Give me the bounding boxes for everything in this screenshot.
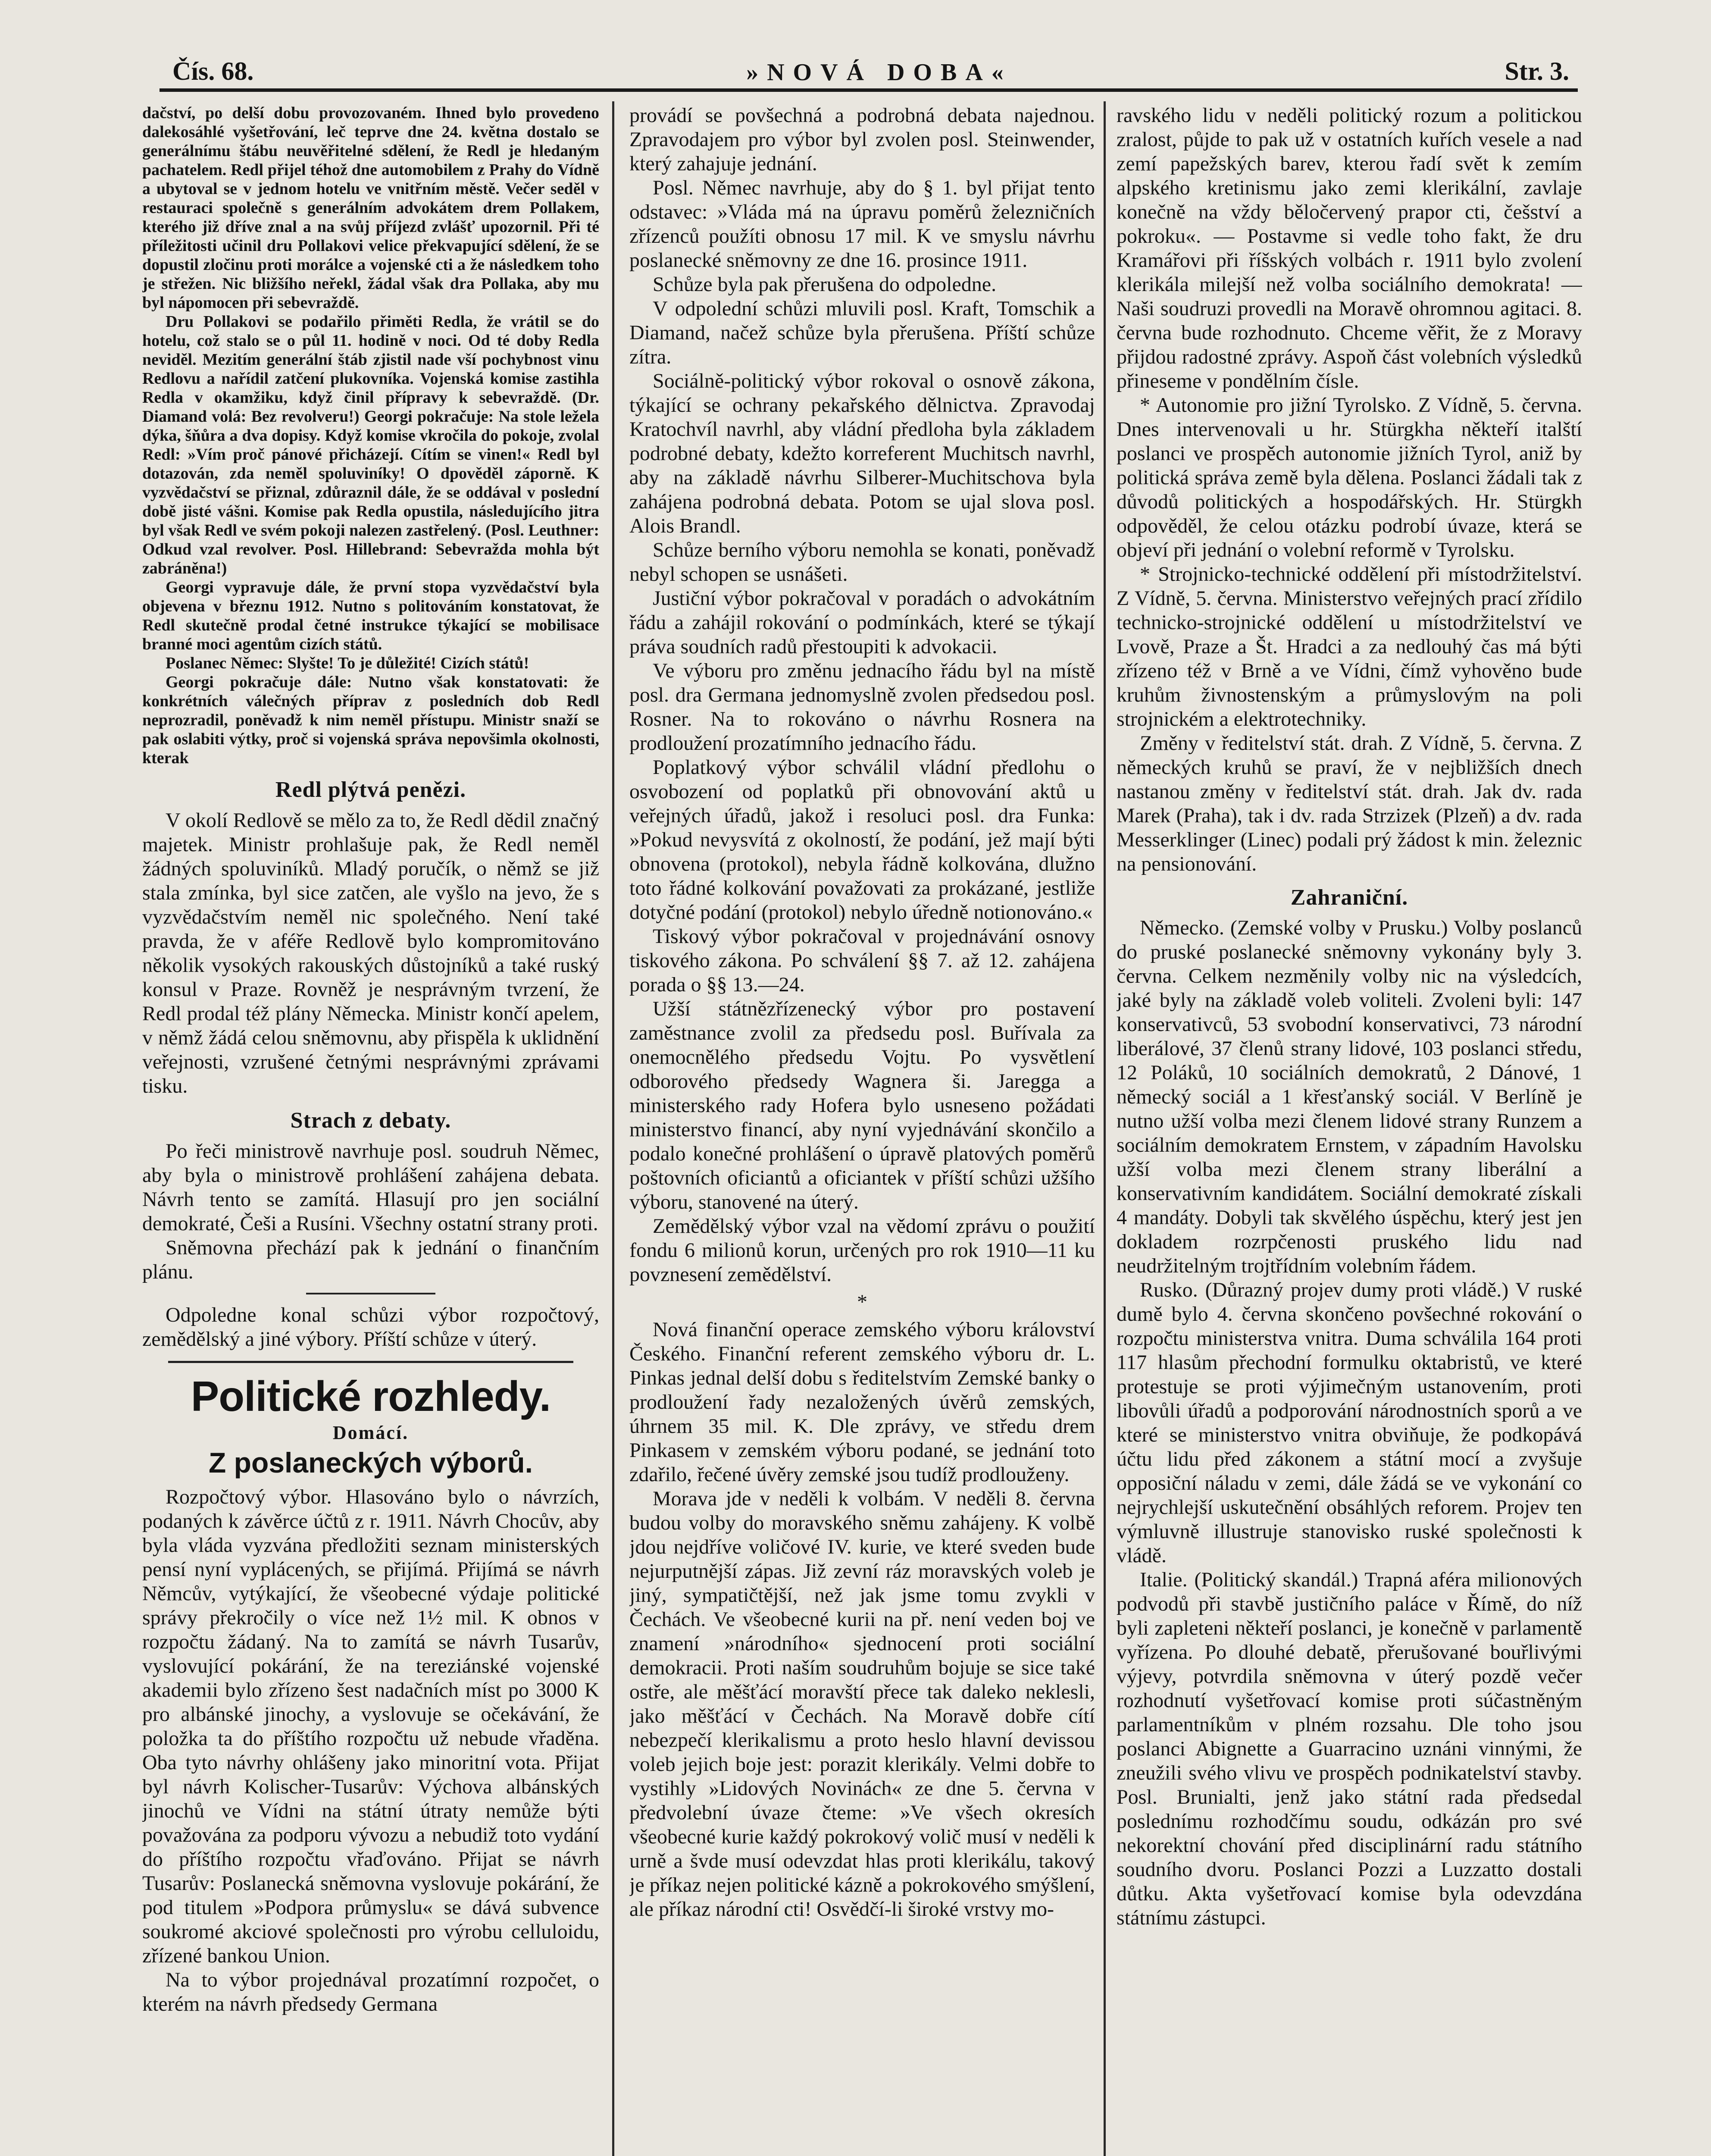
subheading: Strach z debaty. (290, 1108, 451, 1133)
section-label: Zahraniční. (1290, 885, 1408, 910)
divider (306, 1293, 435, 1294)
paragraph: Schůze berního výboru nemohla se konati, poněvadž nebyl schopen se usnášeti. (629, 539, 1095, 586)
paragraph: Dru Pollakovi se podařilo přiměti Redla, že vrátil se do hotelu, což stalo se o půl 11. hodině v noci. Od té doby Redla neviděl. Mezitím generální štáb zjistil nade vší pochybnost vinu Redlovu a nařídil zatčení plukovníka. Vojenská komise zastihla Redla v okamžiku, když činil přípravy k sebevraždě. (Dr. Diamand volá: Bez revolveru!) Georgi pokračuje: Na stole ležela dýka, šňůra a dva dopisy. Když komise vkročila do pokoje, zvolal Redl: »Vím proč pánové přicházejí. Cítím se vinen!« Redl byl dotazován, zda neměl spoluviníky! O dpověděl záporně. K vyzvědačství se přiznal, zdůraznil dále, že se oddával v poslední době jisté vášni. Komise pak Redla opustila, následujícího jitra byl však Redl ve svém pokoji nalezen zastřelený. (Posl. Leuthner: Odkud vzal revolver. Posl. Hillebrand: Sebevražda mohla být zabráněna!) (142, 313, 599, 577)
divider (168, 1361, 573, 1363)
paragraph: Nová finanční operace zemského výboru království Českého. Finanční referent zemského výboru dr. L. Pinkas jednal delší dobu s ředitelstvím Zemské banky o prodloužení řady nezaložených úvěrů zemských, úhrnem 35 mil. K. Dle zprávy, ve středu drem Pinkasem v zemském výboru podané, se jednání toto zdařilo, řečené úvěry zemské jsou tudíž prodlouženy. (629, 1318, 1095, 1486)
paragraph: V okolí Redlově se mělo za to, že Redl dědil značný majetek. Ministr prohlašuje pak, že Redl neměl žádných spoluviníků. Mladý poručík, o němž se již stala zmínka, byl sice zatčen, ale vyšlo na jevo, že s vyzvědačstvím neměl nic společného. Není také pravda, že v aféře Redlově bylo kompromitováno několik vysokých rakouských důstojníků a také ruský konsul v Praze. Rovněž je nesprávným tvrzení, že Redl prodal též plány Německa. Ministr končí apelem, v němž žádá celou sněmovnu, aby přispěla k uklidnění veřejnosti, vzrušené četnými nesprávnými zprávami tisku. (142, 809, 599, 1097)
column-1 (142, 103, 599, 2156)
paragraph: Schůze byla pak přerušena do odpoledne. (653, 273, 997, 296)
paragraph: Morava jde v neděli k volbám. V neděli 8. června budou volby do moravského sněmu zahájeny. K volbě jdou nejdříve voličové IV. kurie, ve které sveden bude nejurputnější zápas. Již zevní ráz moravských voleb je jiný, sympatičtější, než jak jsme tomu zvykli v Čechách. Ve všeobecné kurii na př. není veden boj ve znamení »národního« sjednocení proti sociální demokracii. Proti naším soudruhům bojuje se sice také ostře, ale měšťácí moravští přece tak daleko neklesli, jako měšťácí v Čechách. Na Moravě dobře cítí nebezpečí klerikalismu a proto heslo hlavní devissou voleb jejich boje jest: porazit klerikály. Velmi dobře to vystihly »Lidových Novinách« ze dne 5. června v předvolební úvaze čteme: »Ve všech okresích všeobecné kurie každý pokrokový volič musí v neděli k urně a švde musí odevzdat hlas proti klerikálu, takový je příkaz nejen politické kázně a pokrokového smýšlení, ale příkaz národní cti! Osvědčí-li široké vrstvy mo- (629, 1487, 1095, 1921)
paragraph: * Strojnicko-technické oddělení při místodržitelství. Z Vídně, 5. června. Ministerstvo veřejných prací zřídilo technicko-strojnické oddělení u místodržitelství ve Lvově, Praze a Št. Hradci a za nedlouhý čas má býti zřízeno též v Brně a ve Vídni, čímž vyhověno bude kruhům živnostenským a průmyslovým na poli strojnickém a elektrotechniky. (1117, 563, 1582, 730)
paragraph: Ve výboru pro změnu jednacího řádu byl na místě posl. dra Germana jednomyslně zvolen předsedou posl. Rosner. Na to rokováno o návrhu Rosnera na prodloužení prozatímního jednacího řádu. (629, 659, 1095, 755)
paragraph: Georgi vypravuje dále, že první stopa vyzvědačství byla objevena v březnu 1912. Nutno s politováním konstatovat, že Redl skutečně prodal četné instrukce týkající se mobilisace branné moci agentům cizích států. (142, 578, 599, 653)
page-header (172, 52, 1569, 86)
paragraph: Rusko. (Důrazný projev dumy proti vládě.) V ruské dumě bylo 4. června skončeno povšechné rokování o rozpočtu ministerstva vnitra. Duma schválila 164 proti 117 hlasům přechodní formulku oktabristů, ve které protestuje se proti výjimečným ustanovením, proti libovůli úřadů a podporování národnostních sporů a ve které se ministerstvo vnitra obviňuje, že podkopává účtu lidu před zákonem a státní mocí a zvyšuje opposiční náladu v zemi, dále žádá se ve vykonání co nejrychlejší uskutečnění obsáhlých reforem. Projev ten výmluvně illustruje stanovisko ruské společnosti k vládě. (1117, 1279, 1582, 1567)
section-separator: * (857, 1291, 867, 1313)
paragraph: Poplatkový výbor schválil vládní předlohu o osvobození od poplatků při obnovování aktů u veřejných úřadů, jakož i resoluci posl. dra Funka: »Pokud nevysvítá z okolností, že podání, jež mají býti obnovena (protokol), nebyla řádně kolkována, dlužno toto řádné kolkování považovati za prokázané, jestliže dotyčné podání (protokol) nebylo úředně notionováno.« (629, 756, 1095, 924)
paragraph: Po řeči ministrově navrhuje posl. soudruh Němec, aby byla o ministrově prohlášení zahájena debata. Návrh tento se zamítá. Hlasují pro jen sociální demokraté, Češi a Rusíni. Všechny ostatní strany proti. (142, 1140, 599, 1235)
subheading: Redl plýtvá penězi. (275, 777, 466, 802)
masthead-title: »NOVÁ DOBA« (746, 59, 1012, 86)
paragraph: Tiskový výbor pokračoval v projednávání osnovy tiskového zákona. Po schválení §§ 7. až 12. zahájena porada o §§ 13.—24. (629, 925, 1095, 996)
paragraph: Sociálně-politický výbor rokoval o osnově zákona, týkající se ochrany pekařského dělnictva. Zpravodaj Kratochvíl navrhl, aby vládní předloha byla základem podrobné debaty, kdežto korreferent Muchitsch navrhl, aby na základě návrhu Silberer-Muchitschova byla zahájena podrobná debata. Potom se ujal slova posl. Alois Brandl. (629, 370, 1095, 537)
column-divider (612, 101, 614, 2156)
paragraph: Na to výbor projednával prozatímní rozpočet, o kterém na návrh předsedy Germana (142, 1968, 599, 2015)
paragraph: Poslanec Němec: Slyšte! To je důležité! Cizích států! (166, 654, 529, 672)
paragraph: Odpoledne konal schůzi výbor rozpočtový, zemědělský a jiné výbory. Příští schůze v úterý. (142, 1304, 599, 1351)
issue-number: Čís. 68. (172, 57, 254, 85)
paragraph: Rozpočtový výbor. Hlasováno bylo o návrzích, podaných k závěrce účtů z r. 1911. Návrh Chocův, aby byla vláda vyzvána předložiti seznam ministerských pensí nyní vyplácených, se přijímá. Přijímá se návrh Němcův, vytýkající, že všeobecné výdaje politické správy překročily o více než 1½ mil. K obnos v rozpočtu žádaný. Na to zamítá se návrh Tusarův, vyslovující pokárání, že na tereziánské vojenské akademii bylo zřízeno šest nadačních míst po 3000 K pro albánské jinochy, a vyslovuje se očekávání, že položka ta do příštího rozpočtu už nebude vřaděna. Oba tyto návrhy ohlášeny jako minoritní vota. Přijat byl návrh Kolischer-Tusarův: Výchova albánských jinochů ve Vídni na státní útraty nemůže býti považována za podporu vývozu a nebudiž toto vydání do příštího rozpočtu vřaďováno. Přijat se návrh Tusarův: Poslanecká sněmovna vyslovuje pokárání, že pod titulem »Podpora průmyslu« se dává subvence soukromé akciové společnosti pro výrobu celluloidu, zřízené bankou Union. (142, 1485, 599, 1967)
section-title: Politické rozhledy. (191, 1373, 551, 1420)
paragraph: Německo. (Zemské volby v Prusku.) Volby poslanců do pruské poslanecké sněmovny vykonány byly 3. června. Celkem nezměnily volby nic na výsledcích, jaké byly na základě voleb voliteli. Zvoleni byli: 147 konservativců, 53 svobodní konservativci, 73 národní liberálové, 37 členů strany lidové, 103 poslanci středu, 12 Poláků, 10 sociálních demokratů, 2 Dánové, 1 německý sociál a 1 křesťanský sociál. V Berlíně je nutno užší volba mezi členem lidové strany Runzem a sociálním demokratem Ernstem, v západním Havolsku užší volba mezi členem strany liberální a konservativním kandidátem. Sociální demokraté získali 4 mandáty. Dobyli tak skvělého úspěchu, který jest jen dokladem rozrpčenosti pruského lidu nad neudržitelným trojtřídním volebním řádem. (1117, 916, 1582, 1277)
paragraph: provádí se povšechná a podrobná debata najednou. Zpravodajem pro výbor byl zvolen posl. Steinwender, který zahajuje jednání. (629, 104, 1095, 175)
paragraph: Justiční výbor pokračoval v poradách o advokátním řádu a zahájil rokování o podmínkách, které se týkají práva soudních radů přestoupiti k advokacii. (629, 587, 1095, 658)
section-label: Domácí. (332, 1422, 409, 1443)
column-3 (1117, 103, 1582, 2156)
paragraph: Sněmovna přechází pak k jednání o finančním plánu. (142, 1236, 599, 1283)
paragraph: ravského lidu v neděli politický rozum a politickou zralost, půjde to pak už v ostatních kuřích vesele a nad zemí papežských barev, kterou řadí svět k zemím alpského kretinismu jako zemi klerikální, zavlaje konečně na vždy běločervený prapor cti, češství a pokroku«. — Postavme si vedle toho fakt, že dru Kramářovi při říšských volbách r. 1911 bylo zvolení klerikála milejší než volba sociálního demokrata! — Naši soudruzi provedli na Moravě ohromnou agitaci. 8. června bude rozhodnuto. Chceme věřit, že z Moravy přijdou radostné zprávy. Aspoň část volebních výsledků přineseme v pondělním čísle. (1117, 104, 1582, 392)
header-rule (160, 88, 1578, 92)
paragraph: dačství, po delší dobu provozovaném. Ihned bylo provedeno dalekosáhlé vyšetřování, leč teprve dne 24. května dostalo se generálnímu štábu neuvěřitelné sdělení, že Redl je hledaným pachatelem. Redl přijel téhož dne automobilem z Prahy do Vídně a ubytoval se v jednom hotelu ve vnitřním městě. Večer seděl v restauraci společně s generálním advokátem drem Pollakem, kterého již dříve znal a na svůj příjezd zvlášť upozornil. Při té příležitosti učinil dru Pollakovi velice překvapující sdělení, že se dopustil zločinu proti morálce a vojenské cti a že následkem toho je střežen. Nic bližšího neřekl, žádal však dra Pollaka, aby mu byl nápomocen při sebevraždě. (142, 104, 599, 312)
paragraph: * Autonomie pro jižní Tyrolsko. Z Vídně, 5. června. Dnes intervenovali u hr. Stürgkha někteří italští poslanci ve prospěch autonomie jižních Tyrol, aniž by politická správa země byla dělena. Poslanci žádali tak z důvodů politických a hospodářských. Hr. Stürgkh odpověděl, že celou otázku podrobí úvaze, která se objeví při jednání o volební reformě v Tyrolsku. (1117, 394, 1582, 561)
paragraph: Georgi pokračuje dále: Nutno však konstatovati: že konkrétních válečných příprav z posledních dob Redl neprozradil, poněvadž k nim neměl přístupu. Ministr snaží se pak oslabiti výtky, proč si vojenská správa nepovšimla okolnosti, kterak (142, 673, 599, 767)
paragraph: Změny v ředitelství stát. drah. Z Vídně, 5. června. Z německých kruhů se praví, že v nejbližších dnech nastanou změny v ředitelství stát. drah. Jak dv. rada Marek (Praha), tak i dv. rada Strzizek (Plzeň) a dv. rada Messerklinger (Linec) podali prý žádost k min. železnic na pensionování. (1117, 732, 1582, 875)
paragraph: Užší státnězřízenecký výbor pro postavení zaměstnance zvolil za předsedu posl. Buřívala za onemocnělého předsedu Vojtu. Po vysvětlení odborového předsedy Wagnera ši. Jaregga a ministerského rady Hofera bylo usneseno požádati ministerstvo financí, aby nyní vyjednávání skončilo a podalo konečné prohlášení o úpravě platových poměrů poštovních oficiantů a oficiantek v příští schůzi užšího výboru, stanovené na úterý. (629, 997, 1095, 1213)
paragraph: Posl. Němec navrhuje, aby do § 1. byl přijat tento odstavec: »Vláda má na úpravu poměrů železničních zřízenců použíti obnosu 17 mil. K ve smyslu návrhu poslanecké sněmovny ze dne 16. prosince 1911. (629, 176, 1095, 272)
page-number: Str. 3. (1505, 57, 1569, 85)
paragraph: Italie. (Politický skandál.) Trapná aféra milionových podvodů při stavbě justičního paláce v Římě, do níž byli zapleteni někteří poslanci, je konečně v parlamentě vyřízena. Po dlouhé debatě, přerušované bouřlivými výjevy, potvrdila sněmovna v úterý pozdě večer rozhodnutí vyšetřovací komise proti súčastněným parlamentníkům v plném rozsahu. Dle toho jsou poslanci Abignette a Guarracino uznáni vinnými, že zneužili svého vlivu ve prospěch podnikatelství stavby. Posl. Brunialti, jenž jako státní rada předsedal poslednímu rozhodčímu soudu, odkázán pro své nekorektní chování před disciplinární radu státního soudního dvoru. Poslanci Pozzi a Luzzatto dostali důtku. Akta vyšetřovací komise byla odevzdána státnímu zástupci. (1117, 1568, 1582, 1929)
section-heading: Z poslaneckých výborů. (209, 1447, 533, 1479)
column-2 (629, 103, 1095, 2156)
paragraph: V odpolední schůzi mluvili posl. Kraft, Tomschik a Diamand, načež schůze byla přerušena. Příští schůze zítra. (629, 297, 1095, 368)
paragraph: Zemědělský výbor vzal na vědomí zprávu o použití fondu 6 milionů korun, určených pro rok 1910—11 ku povznesení zemědělství. (629, 1215, 1095, 1286)
column-divider (1104, 101, 1106, 2156)
